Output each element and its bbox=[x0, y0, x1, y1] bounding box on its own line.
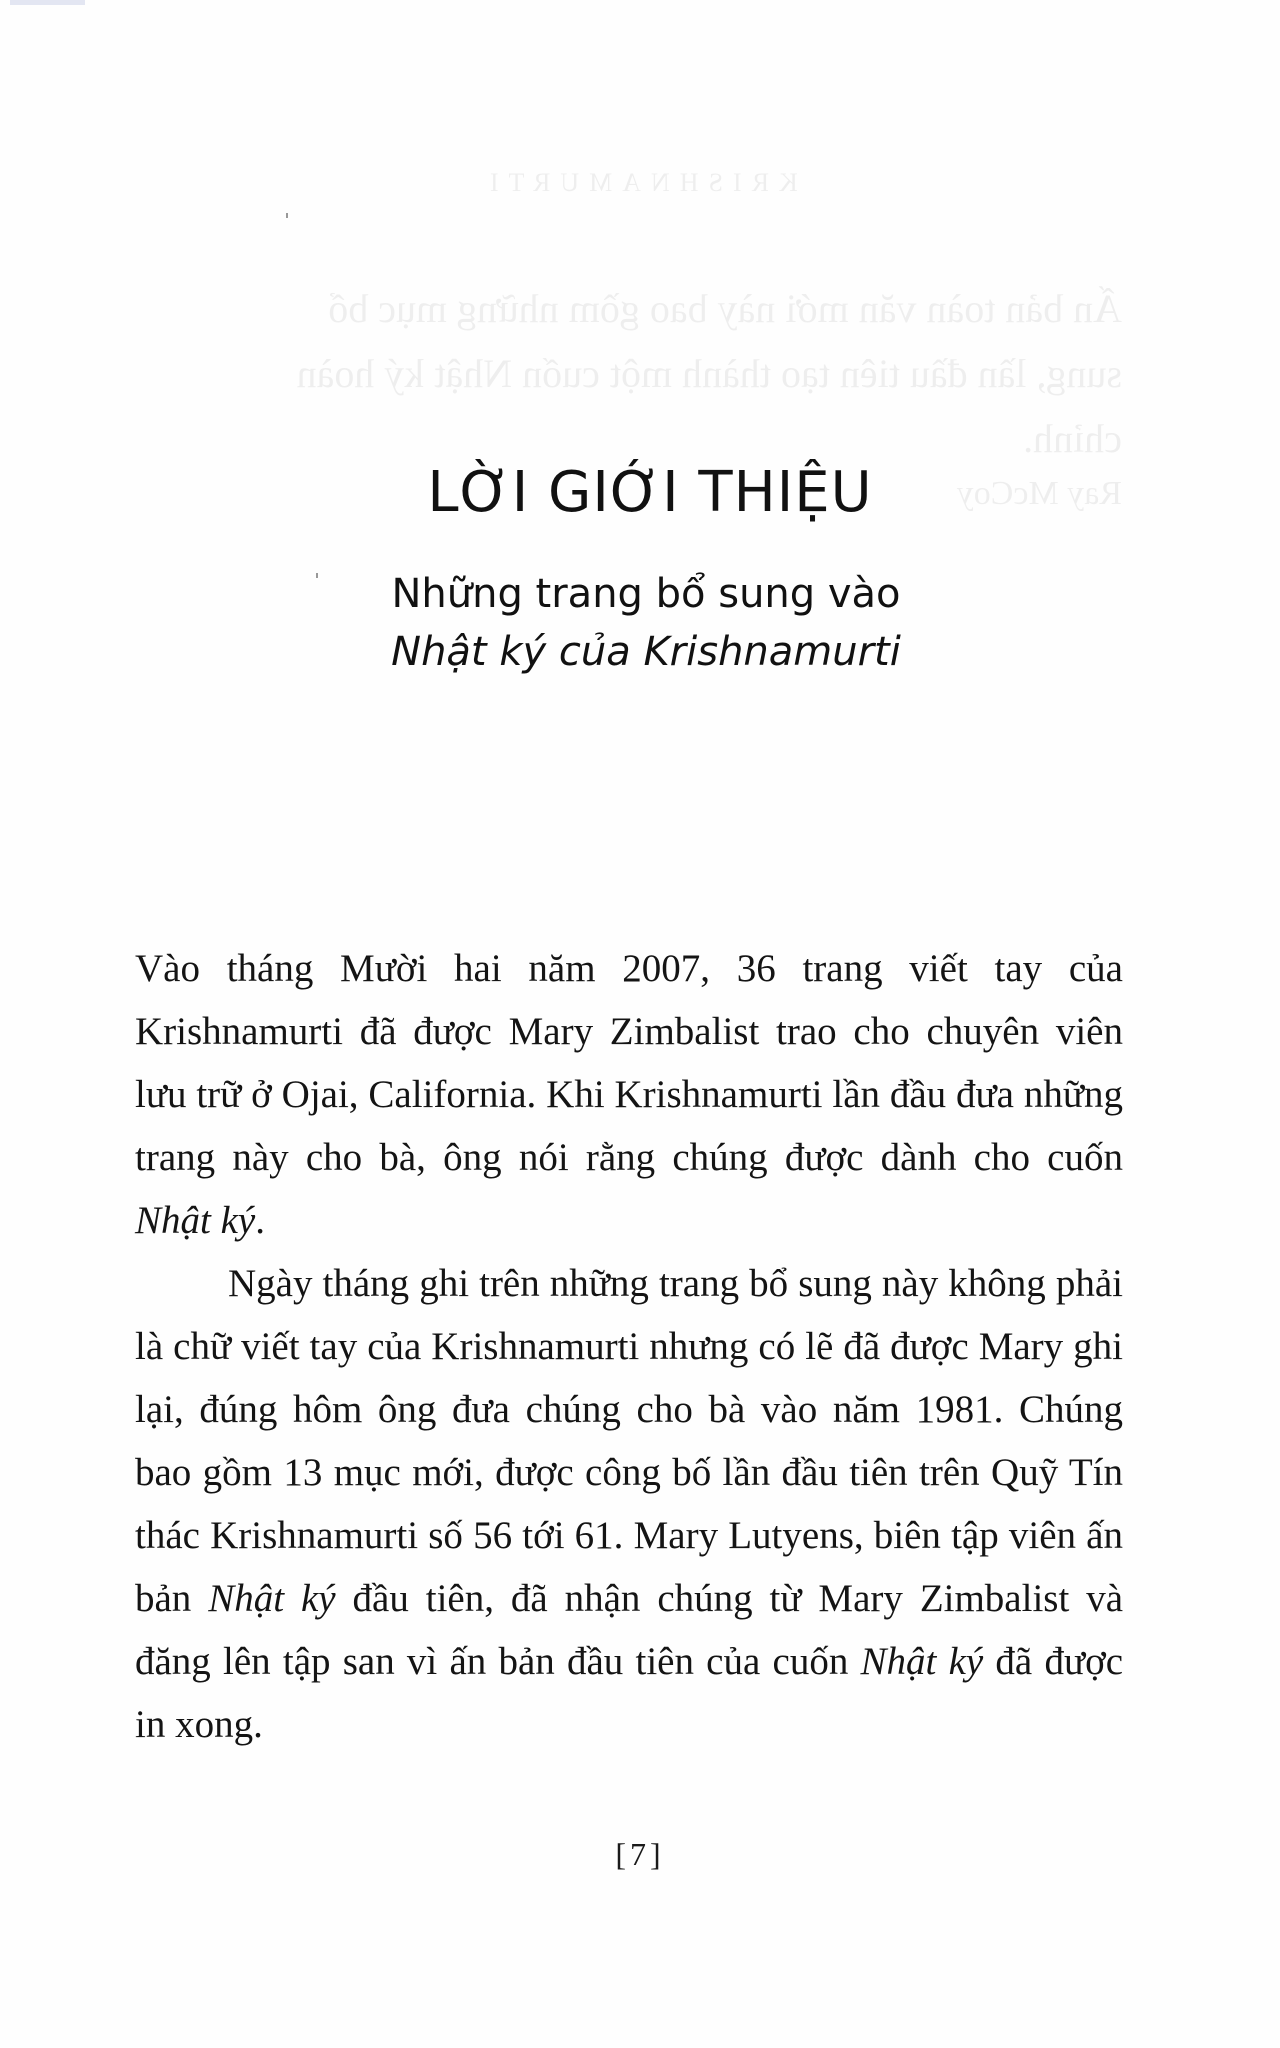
scan-artifact bbox=[10, 0, 85, 5]
subtitle-line-1: Những trang bổ sung vào bbox=[391, 571, 901, 617]
bleed-through-line: Ấn bản toàn văn mới này bao gồm những mục bổ bbox=[328, 286, 1122, 331]
bleed-through-header: KRISHNAMURTI bbox=[480, 168, 798, 197]
paragraph-2 bbox=[135, 1252, 1123, 1756]
paragraph-text: . bbox=[255, 1199, 265, 1242]
body-text bbox=[135, 937, 1123, 1756]
page-number: [7] bbox=[615, 1836, 665, 1872]
paragraph-text: đầu tiên, đã nhận chúng từ Mary Zimbalist và đăng lên tập san vì ấn bản đầu tiên của cuốn bbox=[135, 1577, 1124, 1683]
paragraph-text: Vào tháng Mười hai năm 2007, 36 trang viết tay của Krishnamurti đã được Mary Zimbalist trao cho chuyên viên lưu trữ ở Ojai, California. Khi Krishnamurti lần đầu đưa những trang này cho bà, ông nói rằng chúng được dành cho cuốn bbox=[135, 947, 1123, 1179]
book-title-italic: Nhật ký bbox=[208, 1577, 336, 1620]
bleed-through-line: chỉnh. bbox=[1023, 416, 1122, 461]
bleed-through-line: Ray McCoy bbox=[956, 475, 1122, 512]
chapter-subtitle bbox=[0, 565, 1280, 681]
subtitle-line-2: Nhật ký của Krishnamurti bbox=[391, 629, 901, 675]
chapter-title-text: LỜI GIỚI THIỆU bbox=[427, 460, 873, 525]
book-title-italic: Nhật ký bbox=[135, 1199, 256, 1242]
book-title-italic: Nhật ký bbox=[860, 1640, 984, 1683]
bleed-through-line: sung, lần đầu tiên tạo thành một cuốn Nhật ký hoàn bbox=[296, 351, 1122, 396]
scan-speck bbox=[286, 213, 288, 218]
paragraph-text: Ngày tháng ghi trên những trang bổ sung này không phải là chữ viết tay của Krishnamurti nhưng có lẽ đã được Mary ghi lại, đúng hôm ông đưa chúng cho bà vào năm 1981. Chúng bao gồm 13 mục mới, được công bố lần đầu tiên trên Quỹ Tín thác Krishnamurti số 56 tới 61. Mary Lutyens, biên tập viên ấn bản bbox=[135, 1262, 1123, 1620]
paragraph-text: đã được in xong. bbox=[135, 1640, 1124, 1746]
chapter-title bbox=[0, 458, 1280, 528]
paragraph-1 bbox=[135, 937, 1123, 1252]
